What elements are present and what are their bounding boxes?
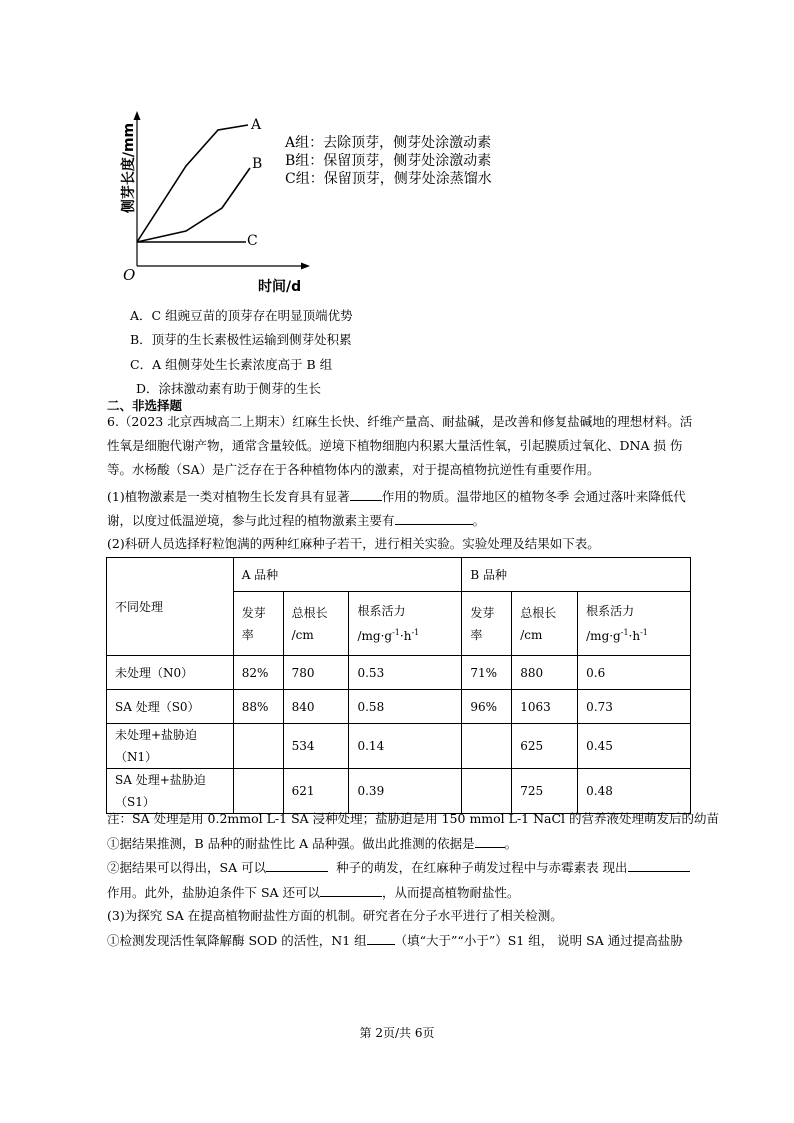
sub-question-1-line-1 (107, 487, 686, 506)
treatment-cell: SA 处理（S0） (107, 690, 234, 724)
treatment-cell: 未处理（N0） (107, 656, 234, 690)
sub-question-1-line-2 (107, 511, 485, 530)
text: 种子的萌发，在红麻种子萌发过程中与赤霉素表 现出 (336, 860, 628, 875)
b-vigor-cell: 0.6 (578, 656, 691, 690)
curve-a (137, 125, 248, 242)
answer-blank[interactable] (320, 883, 382, 897)
answer-blank[interactable] (395, 511, 473, 525)
text: ①据结果推测，B 品种的耐盐性比 A 品种强。做出此推测的依据是 (107, 836, 475, 851)
b-length-cell: 725 (512, 769, 578, 814)
sub-question-2-2-line-2 (107, 883, 520, 902)
variety-a-header: A 品种 (233, 558, 462, 592)
treatment-cell: 未处理+盐胁迫（N1） (107, 724, 234, 769)
a-rate-cell (233, 724, 283, 769)
root-length-header-b: 总根长 /cm (512, 592, 578, 656)
section-heading: 二、非选择题 (107, 398, 183, 413)
b-rate-cell (462, 724, 512, 769)
treatment-header: 不同处理 (107, 558, 234, 656)
text: （填“大于”“小于”）S1 组， 说明 SA 通过提高盐胁 (394, 933, 683, 948)
b-vigor-cell: 0.45 (578, 724, 691, 769)
root-vigor-header-b: 根系活力 $/mg\cdot g^{-1}\cdot h^{-1}$ (578, 592, 691, 656)
answer-blank[interactable] (266, 858, 328, 872)
legend-a: A组：去除顶芽，侧芽处涂激动素 (285, 135, 492, 151)
option-a: A．C 组豌豆苗的顶芽存在明显顶端优势 (130, 308, 353, 323)
question-line-1: 6.（2023 北京西城高二上期末）红麻生长快、纤维产量高、耐盐碱，是改善和修复盐碱地的理想材料。活 (107, 414, 693, 429)
a-length-cell: 780 (283, 656, 349, 690)
table-row (107, 769, 691, 814)
a-rate-cell (233, 769, 283, 814)
treatment-cell: SA 处理+盐胁迫（S1） (107, 769, 234, 814)
b-length-cell: 625 (512, 724, 578, 769)
b-vigor-cell: 0.48 (578, 769, 691, 814)
b-vigor-cell: 0.73 (578, 690, 691, 724)
sub-question-2-intro: (2)科研人员选择籽粒饱满的两种红麻种子若干，进行相关实验。实验处理及结果如下表。 (107, 536, 600, 551)
text: (1)植物激素是一类对植物生长发育具有显著 (107, 489, 350, 504)
b-rate-cell: 71% (462, 656, 512, 690)
rate-header-a: 发芽 率 (233, 592, 283, 656)
text: ，从而提高植物耐盐性。 (382, 885, 520, 900)
sub-question-2-2-line-1 (107, 858, 690, 877)
b-rate-cell: 96% (462, 690, 512, 724)
option-d: D．涂抹激动素有助于侧芽的生长 (136, 381, 322, 396)
text: 。 (504, 836, 518, 851)
b-rate-cell (462, 769, 512, 814)
legend-b: B组：保留顶芽，侧芽处涂激动素 (285, 153, 492, 169)
x-axis-arrow (301, 263, 310, 270)
table-note: 注：SA 处理是用 0.2mmol L-1 SA 浸种处理；盐胁迫是用 150 mmol L-1 NaCl 的营养液处理萌发后的幼苗 (107, 811, 720, 826)
legend-c: C组：保留顶芽，侧芽处涂蒸馏水 (285, 171, 492, 187)
b-length-cell: 1063 (512, 690, 578, 724)
root-length-header-a: 总根长 /cm (283, 592, 349, 656)
curve-label-a: A (251, 117, 262, 133)
a-vigor-cell: 0.39 (349, 769, 462, 814)
rate-header-b: 发芽 率 (462, 592, 512, 656)
option-c: C．A 组侧芽处生长素浓度高于 B 组 (130, 357, 333, 372)
answer-blank[interactable] (367, 931, 395, 945)
a-length-cell: 621 (283, 769, 349, 814)
page-number: 第 2页/共 6页 (359, 1026, 435, 1040)
a-rate-cell: 88% (233, 690, 283, 724)
origin-label: O (123, 266, 136, 284)
question-line-2: 性氧是细胞代谢产物，通常含量较低。逆境下植物细胞内积累大量活性氧，引起膜质过氧化、DNA 损 伤 (107, 438, 683, 453)
table-row (107, 656, 691, 690)
variety-b-header: B 品种 (462, 558, 691, 592)
option-b: B．顶芽的生长素极性运输到侧芽处积累 (130, 332, 352, 347)
text: ①检测发现活性氧降解酶 SOD 的活性，N1 组 (107, 933, 367, 948)
a-vigor-cell: 0.58 (349, 690, 462, 724)
curve-b (137, 168, 250, 242)
curve-label-c: C (247, 233, 258, 249)
text: ②据结果可以得出，SA 可以 (107, 860, 267, 875)
results-table (106, 557, 691, 814)
sub-question-3-1 (107, 931, 683, 950)
table-row (107, 690, 691, 724)
x-axis-label: 时间/d (258, 279, 302, 295)
a-vigor-cell: 0.14 (349, 724, 462, 769)
sub-question-3-intro: (3)为探究 SA 在提高植物耐盐性方面的机制。研究者在分子水平进行了相关检测。 (107, 908, 563, 923)
table-row (107, 724, 691, 769)
answer-blank[interactable] (475, 834, 505, 848)
question-line-3: 等。水杨酸（SA）是广泛存在于各种植物体内的激素，对于提高植物抗逆性有重要作用。 (107, 462, 600, 477)
b-length-cell: 880 (512, 656, 578, 690)
a-length-cell: 840 (283, 690, 349, 724)
answer-blank[interactable] (350, 487, 382, 501)
answer-blank[interactable] (628, 858, 690, 872)
sub-question-2-1 (107, 834, 517, 853)
text: 谢，以度过低温逆境，参与此过程的植物激素主要有 (107, 513, 395, 528)
text: 。 (472, 513, 486, 528)
a-vigor-cell: 0.53 (349, 656, 462, 690)
a-rate-cell: 82% (233, 656, 283, 690)
y-axis-label: 侧芽长度/mm (121, 122, 137, 214)
text: 作用。此外，盐胁迫条件下 SA 还可以 (107, 885, 321, 900)
text: 作用的物质。温带地区的植物冬季 会通过落叶来降低代 (381, 489, 686, 504)
root-vigor-header-a: 根系活力 $/mg\cdot g^{-1}\cdot h^{-1}$ (349, 592, 462, 656)
a-length-cell: 534 (283, 724, 349, 769)
curve-label-b: B (252, 156, 263, 172)
